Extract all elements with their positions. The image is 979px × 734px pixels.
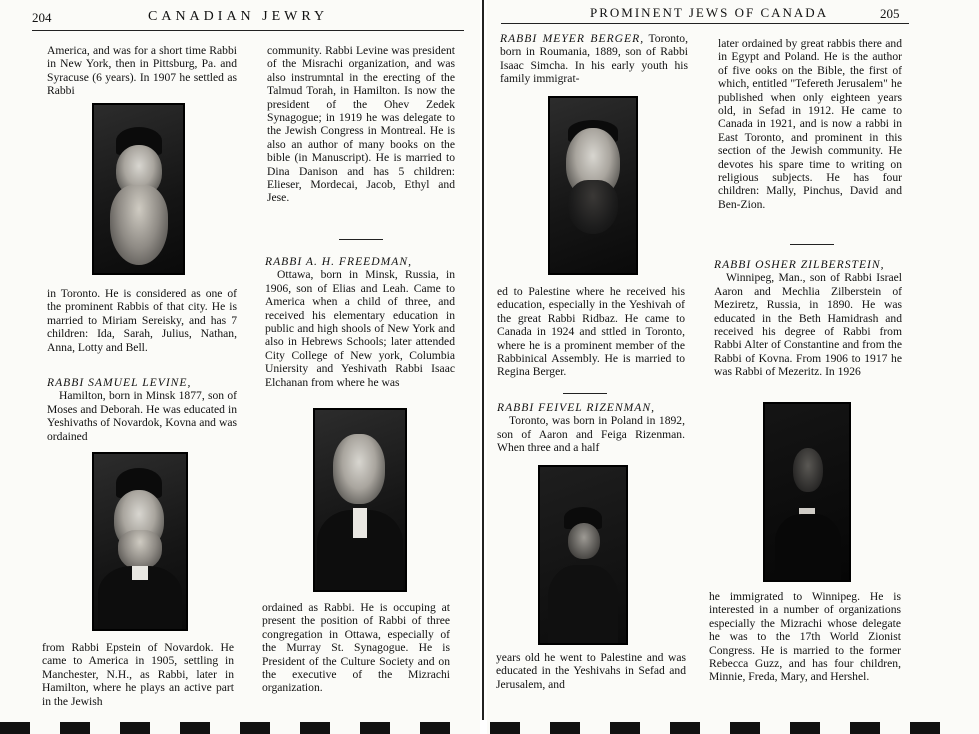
bottom-edge-mark <box>360 722 390 734</box>
text-block: America, and was for a short time Rabbi in New York, then in Pittsburg, Pa. and Syracuse (6 years). In 1907 he settled as Rabbi <box>47 44 237 98</box>
bottom-edge-mark <box>610 722 640 734</box>
portrait-photo-rabbi-1 <box>92 103 185 275</box>
text-block: he immigrated to Winnipeg. He is interested in a number of organizations especially the Mizrachi whose delegate he was to the 17th World Zionist Congress. He is married to the former Rebecca Guzz, and has four children, Minnie, Freda, Mary, and Hershel. <box>709 590 901 684</box>
text-block: Hamilton, born in Minsk 1877, son of Moses and Deborah. He was educated in Yeshivaths of Novardok, Kovna and was ordained <box>47 389 237 443</box>
bottom-edge-mark <box>180 722 210 734</box>
entry-name-freedman: RABBI A. H. FREEDMAN, <box>265 255 412 268</box>
text-block: Ottawa, born in Minsk, Russia, in 1906, son of Elias and Leah. Came to America when a child of three, and received his elementary education in public and high shools of New York and also in Hebrews Schools; later attended City College of New york, Columbia Uniersity and Yeshivath Rabbi Isaac Elchanan from where he was <box>265 268 455 389</box>
portrait-photo-rizenman <box>538 465 628 645</box>
bottom-edge-mark <box>670 722 700 734</box>
portrait-photo-freedman <box>313 408 407 592</box>
page-number-right: 205 <box>880 6 900 21</box>
freedman-entry <box>265 255 455 389</box>
running-title-left: CANADIAN JEWRY <box>148 9 329 24</box>
page-number-left: 204 <box>32 10 52 25</box>
running-title-right: PROMINENT JEWS OF CANADA <box>590 5 829 20</box>
portrait-photo-zilberstein <box>763 402 851 582</box>
entry-name-zilberstein: RABBI OSHER ZILBERSTEIN, <box>714 258 885 271</box>
gutter-rule <box>482 0 484 720</box>
text-block: Toronto, born in Roumania, 1889, son of Rabbi Isaac Simcha. In his early youth his family immigrat- <box>500 32 688 86</box>
right-col1-mid <box>497 285 685 379</box>
rizenman-entry <box>497 401 685 455</box>
bottom-edge-mark <box>730 722 760 734</box>
bottom-edge-mark <box>0 722 30 734</box>
bottom-edge-mark <box>850 722 880 734</box>
bottom-edge-mark <box>490 722 520 734</box>
portrait-photo-levine <box>92 452 188 631</box>
header-rule-left <box>32 30 464 31</box>
text-block: Winnipeg, Man., son of Rabbi Israel Aaron and Mechlia Zilberstein of Meziretz, Russia, in 1890. He was educated in the Beth Hamidrash and received his degree of Rabbi from Rabbi Alter of Constantine and from the Rabbi of Kovna. From 1906 to 1917 he was Rabbi of Mezeritz. In 1926 <box>714 271 902 379</box>
left-col2-top <box>267 44 455 205</box>
right-col2-bottom <box>709 590 901 684</box>
entry-name-levine: RABBI SAMUEL LEVINE, <box>47 376 192 389</box>
levine-entry <box>47 376 237 443</box>
right-col1-bottom <box>496 651 686 691</box>
left-col1-bottom <box>42 641 234 708</box>
bottom-edge-mark <box>240 722 270 734</box>
bottom-edge-mark <box>790 722 820 734</box>
section-divider <box>339 239 383 240</box>
text-block: ed to Palestine where he received his education, especially in the Yeshivah of the great Rabbi Ridbaz. He came to Canada in 1924 and sttled in Toronto, where he is a prominent member of the Rabbinical Assembly. He is married to Regina Berger. <box>497 285 685 379</box>
bottom-edge-mark <box>300 722 330 734</box>
portrait-photo-berger <box>548 96 638 275</box>
bottom-edge-mark <box>60 722 90 734</box>
text-block: Toronto, was born in Poland in 1892, son of Aaron and Feiga Rizenman. When three and a half <box>497 414 685 455</box>
right-col2-top <box>718 37 902 211</box>
bottom-edge-mark <box>120 722 150 734</box>
section-divider <box>790 244 834 245</box>
bottom-edge-mark <box>910 722 940 734</box>
header-rule-right <box>501 23 909 24</box>
berger-entry <box>500 32 688 86</box>
left-col1-top <box>47 44 237 98</box>
text-block: years old he went to Palestine and was educated in the Yeshivahs in Sefad and Jerusalem, and <box>496 651 686 691</box>
section-divider <box>563 393 607 394</box>
zilberstein-entry <box>714 258 902 379</box>
bottom-edge-mark <box>550 722 580 734</box>
entry-name-rizenman: RABBI FEIVEL RIZENMAN, <box>497 401 655 414</box>
left-page <box>0 0 480 734</box>
text-block: in Toronto. He is considered as one of the prominent Rabbis of that city. He is married to Miriam Sereisky, and has 7 children: Ida, Sarah, Julius, Nathan, Anna, Lotty and Bell. <box>47 287 237 354</box>
left-col1-mid <box>47 287 237 354</box>
text-block: ordained as Rabbi. He is occuping at present the position of Rabbi of three congregation in Ottawa, especially of the Murray St. Synagogue. He is President of the Culture Society and on the executive of the Mizrachi organization. <box>262 601 450 695</box>
left-col2-bottom <box>262 601 450 695</box>
text-block: from Rabbi Epstein of Novardok. He came to America in 1905, settling in Manchester, N.H., as Rabbi, later in Hamilton, where he plays an active part in the Jewish <box>42 641 234 708</box>
text-block: community. Rabbi Levine was president of the Misrachi organization, and was also instrumntal in the erecting of the Talmud Torah, in Hamilton. Is now the president of the Ohev Zedek Synagogue; in 1919 he was delegate to the Jewish Congress in Montreal. He is also an author of many books on the bible (in Manuscript). He is married to Dina Danison and has 5 children: Elieser, Mordecai, Jacob, Ethyl and Jese. <box>267 44 455 205</box>
right-page <box>487 0 979 734</box>
text-block: later ordained by great rabbis there and in Egypt and Poland. He is the author of five ooks on the Bible, the first of which, entitled "Tefereth Jerusalem" he published when only eighteen years old, in Sefad in 1912. He came to Canada in 1921, and is now a rabbi in East Toronto, and prominent in this section of the Jewish community. He devotes his spare time to writing on religious subjects. He has four children: Mally, Pinchus, David and Ben-Zion. <box>718 37 902 211</box>
bottom-edge-mark <box>420 722 450 734</box>
entry-name-berger: RABBI MEYER BERGER, <box>500 32 645 45</box>
